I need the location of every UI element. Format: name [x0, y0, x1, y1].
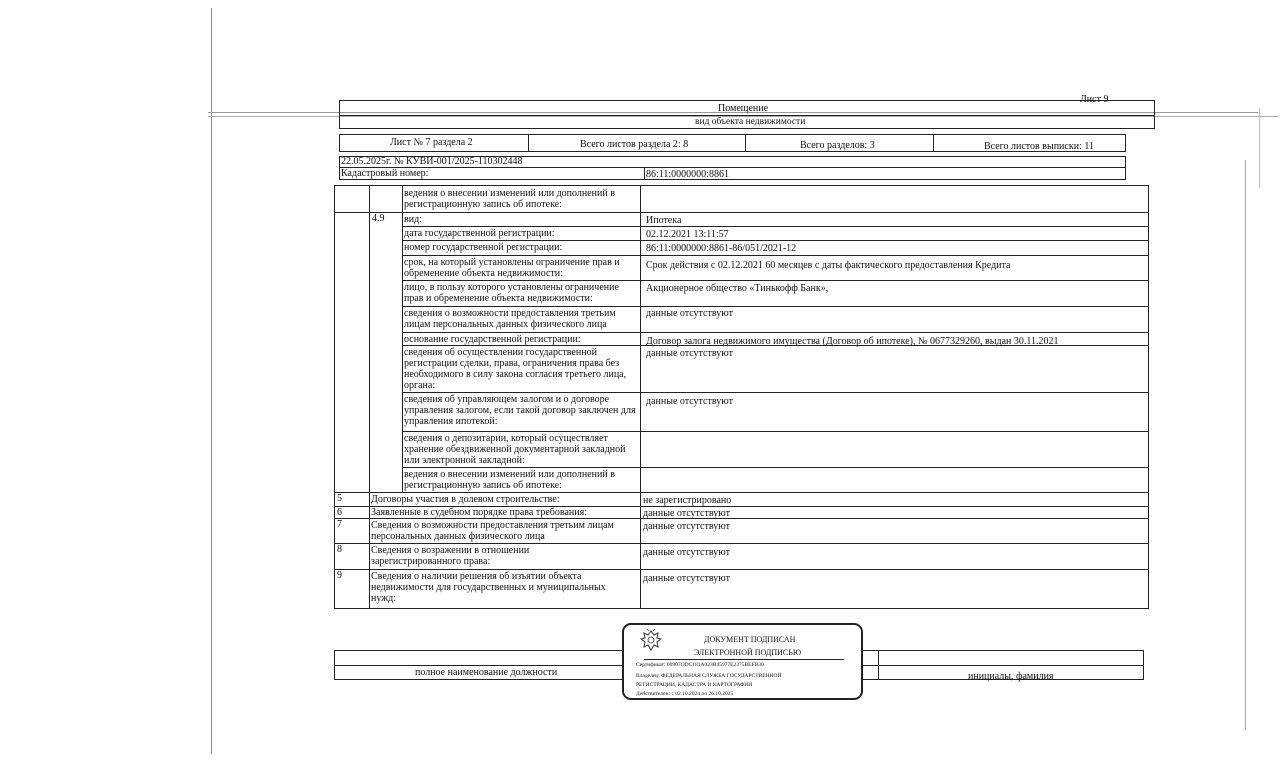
row-label: основание государственной регистрации: [404, 334, 581, 345]
row-divider [334, 569, 1149, 570]
row-divider [402, 240, 1149, 241]
stamp-divider [644, 659, 844, 660]
row-divider [402, 280, 1149, 281]
row-divider [334, 212, 1149, 213]
col-divider [369, 185, 370, 609]
row-label: срок, на который установлены ограничение прав и обременение объекта недвижимости: [404, 257, 620, 279]
row-value: данные отсутствуют [643, 547, 730, 558]
divider [933, 134, 934, 152]
row-divider [334, 543, 1149, 544]
stamp-subtitle: ЭЛЕКТРОННОЙ ПОДПИСЬЮ [694, 648, 802, 657]
total-sheets-extract: Всего листов выписки: 11 [984, 141, 1094, 152]
row-divider [402, 392, 1149, 393]
row-number: 9 [337, 570, 342, 581]
row-divider [402, 431, 1149, 432]
stamp-owner: Владелец: ФЕДЕРАЛЬНАЯ СЛУЖБА ГОСУДАРСТВЕННОЙ [636, 673, 782, 679]
row-label: Заявленные в судебном порядке права требования: [371, 507, 587, 518]
row-number: 5 [337, 493, 342, 504]
row-label: лицо, в пользу которого установлены ограничение прав и обременение объекта недвижимости: [404, 282, 619, 304]
stamp-valid: Действителен: с 02.10.2024 по 26.10.2025 [636, 691, 734, 697]
row-value: Договор залога недвижимого имущества (Договор об ипотеке), № 0677329260, выдан 30.11.2021 [646, 336, 1059, 347]
object-name: Помещение [718, 103, 769, 114]
divider [644, 167, 645, 180]
cadastral-value: 86:11:0000000:8861 [646, 169, 729, 180]
cadastral-row [339, 167, 1126, 180]
row-value: Ипотека [646, 215, 682, 226]
stamp-title: ДОКУМЕНТ ПОДПИСАН [704, 635, 796, 644]
divider [745, 134, 746, 152]
row-number: 7 [337, 519, 342, 530]
row-label: ведения о внесении изменений или дополнений в регистрационную запись об ипотеке: [404, 469, 615, 491]
row-value: данные отсутствуют [646, 308, 733, 319]
row-label: Сведения о возражении в отношении зарегистрированного права: [371, 545, 530, 567]
row-number: 8 [337, 544, 342, 555]
row-value: Срок действия с 02.12.2021 60 месяцев с даты фактического предоставления Кредита [646, 260, 1011, 271]
row-label: Сведения о возможности предоставления третьим лицам персональных данных физического лица [371, 520, 614, 542]
sheet-label: Лист 9 [1080, 94, 1109, 105]
row-number: 6 [337, 507, 342, 518]
row-value: данные отсутствуют [643, 508, 730, 519]
position-label: полное наименование должности [415, 667, 558, 678]
total-sheets-section: Всего листов раздела 2: 8 [580, 139, 689, 150]
row-value: данные отсутствуют [646, 348, 733, 359]
row-value: Акционерное общество «Тинькофф Банк», [646, 283, 829, 294]
row-value: 02.12.2021 13:11:57 [646, 229, 729, 240]
row-label: сведения о депозитарии, который осуществляет хранение обездвиженной документарной закладной или электронной закладной: [404, 433, 626, 466]
electronic-signature-stamp [622, 623, 863, 700]
row-divider [334, 492, 1149, 493]
row-label: Сведения о наличии решения об изъятии объекта недвижимости для государственных и муниципальных нужд: [371, 571, 606, 604]
total-sections: Всего разделов: 3 [800, 140, 875, 151]
row-value: данные отсутствуют [646, 396, 733, 407]
col-divider [640, 185, 641, 609]
row-value: данные отсутствуют [643, 573, 730, 584]
row-divider [334, 518, 1149, 519]
section-sheet: Лист № 7 раздела 2 [390, 137, 473, 148]
row-number: 4.9 [372, 213, 385, 224]
row-label: вид: [404, 214, 422, 225]
row-divider [402, 226, 1149, 227]
row-label: ведения о внесении изменений или дополнений в регистрационную запись об ипотеке: [404, 188, 615, 210]
row-divider [402, 306, 1149, 307]
divider [339, 115, 1155, 116]
row-divider [402, 255, 1149, 256]
row-value: данные отсутствуют [643, 521, 730, 532]
cadastral-label: Кадастровый номер: [341, 168, 429, 179]
divider [528, 134, 529, 152]
extract-date-number: 22.05.2025г. № КУВИ-001/2025-110302448 [341, 156, 523, 167]
row-label: сведения об управляющем залогом и о договоре управления залогом, если такой договор заключен для управления ипотекой: [404, 394, 636, 427]
row-divider [402, 332, 1149, 333]
row-label: сведения об осуществлении государственной регистрации сделки, права, ограничения права без необходимого в силу закона согласия третьего лица, органа: [404, 347, 627, 391]
object-kind: вид объекта недвижимости [695, 117, 806, 127]
eagle-emblem-icon [636, 627, 666, 653]
row-label: Договоры участия в долевом строительстве: [371, 494, 560, 505]
row-label: номер государственной регистрации: [404, 242, 563, 253]
row-label: дата государственной регистрации: [404, 228, 555, 239]
row-value: 86:11:0000000:8861-86/051/2021-12 [646, 243, 797, 254]
row-label: сведения о возможности предоставления третьим лицам персональных данных физического лица [404, 308, 616, 330]
divider [878, 650, 879, 680]
stamp-owner-continued: РЕГИСТРАЦИИ, КАДАСТРА И КАРТОГРАФИИ [636, 682, 753, 688]
row-divider [402, 467, 1149, 468]
row-value: не зарегистрировано [643, 495, 732, 506]
initials-label: инициалы, фамилия [968, 671, 1054, 682]
col-divider [402, 185, 403, 492]
stamp-certificate: Сертификат: 00907ODC181A023B45977E2375BEFB30 [636, 662, 764, 668]
